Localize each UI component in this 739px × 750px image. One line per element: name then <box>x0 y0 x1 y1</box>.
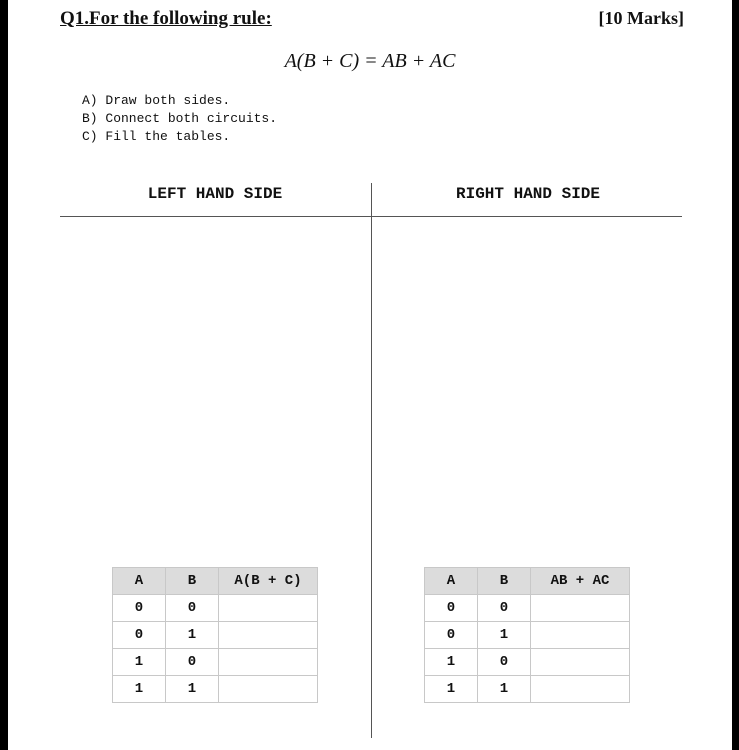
column-header: A(B + C) <box>219 568 318 595</box>
instruction-a: A) Draw both sides. <box>82 93 231 108</box>
table-row <box>113 649 318 676</box>
answer-cell[interactable] <box>219 676 318 703</box>
table-row <box>425 622 630 649</box>
table-row <box>425 595 630 622</box>
table-cell: 0 <box>113 595 166 622</box>
question-title: Q1.For the following rule: <box>60 8 272 29</box>
answer-cell[interactable] <box>531 649 630 676</box>
table-cell: 0 <box>478 649 531 676</box>
marks-label: [10 Marks] <box>598 8 684 28</box>
column-header: B <box>478 568 531 595</box>
left-truth-table <box>112 567 318 703</box>
answer-cell[interactable] <box>219 649 318 676</box>
table-row <box>113 676 318 703</box>
right-side-heading: RIGHT HAND SIDE <box>455 185 601 203</box>
table-row <box>113 595 318 622</box>
table-cell: 1 <box>478 676 531 703</box>
instructions-list <box>82 92 277 146</box>
column-header: B <box>166 568 219 595</box>
worksheet-page <box>8 0 732 750</box>
table-cell: 0 <box>425 622 478 649</box>
answer-cell[interactable] <box>219 622 318 649</box>
column-header: AB + AC <box>531 568 630 595</box>
answer-cell[interactable] <box>219 595 318 622</box>
column-header: A <box>113 568 166 595</box>
table-row <box>425 676 630 703</box>
table-cell: 0 <box>113 622 166 649</box>
table-header-row <box>425 568 630 595</box>
table-cell: 0 <box>166 595 219 622</box>
table-cell: 0 <box>166 649 219 676</box>
boolean-equation: A(B + C) = AB + AC <box>284 50 456 72</box>
table-cell: 1 <box>166 622 219 649</box>
table-cell: 0 <box>478 595 531 622</box>
table-row <box>425 649 630 676</box>
instruction-c: C) Fill the tables. <box>82 129 231 144</box>
table-cell: 1 <box>113 649 166 676</box>
table-header-row <box>113 568 318 595</box>
table-cell: 1 <box>166 676 219 703</box>
right-truth-table <box>424 567 630 703</box>
table-cell: 1 <box>425 676 478 703</box>
answer-cell[interactable] <box>531 676 630 703</box>
table-cell: 1 <box>113 676 166 703</box>
table-cell: 1 <box>425 649 478 676</box>
instruction-b: B) Connect both circuits. <box>82 111 278 126</box>
table-cell: 0 <box>425 595 478 622</box>
table-row <box>113 622 318 649</box>
left-side-heading: LEFT HAND SIDE <box>147 185 283 203</box>
table-cell: 1 <box>478 622 531 649</box>
center-divider <box>371 183 372 738</box>
answer-cell[interactable] <box>531 622 630 649</box>
answer-cell[interactable] <box>531 595 630 622</box>
column-header: A <box>425 568 478 595</box>
